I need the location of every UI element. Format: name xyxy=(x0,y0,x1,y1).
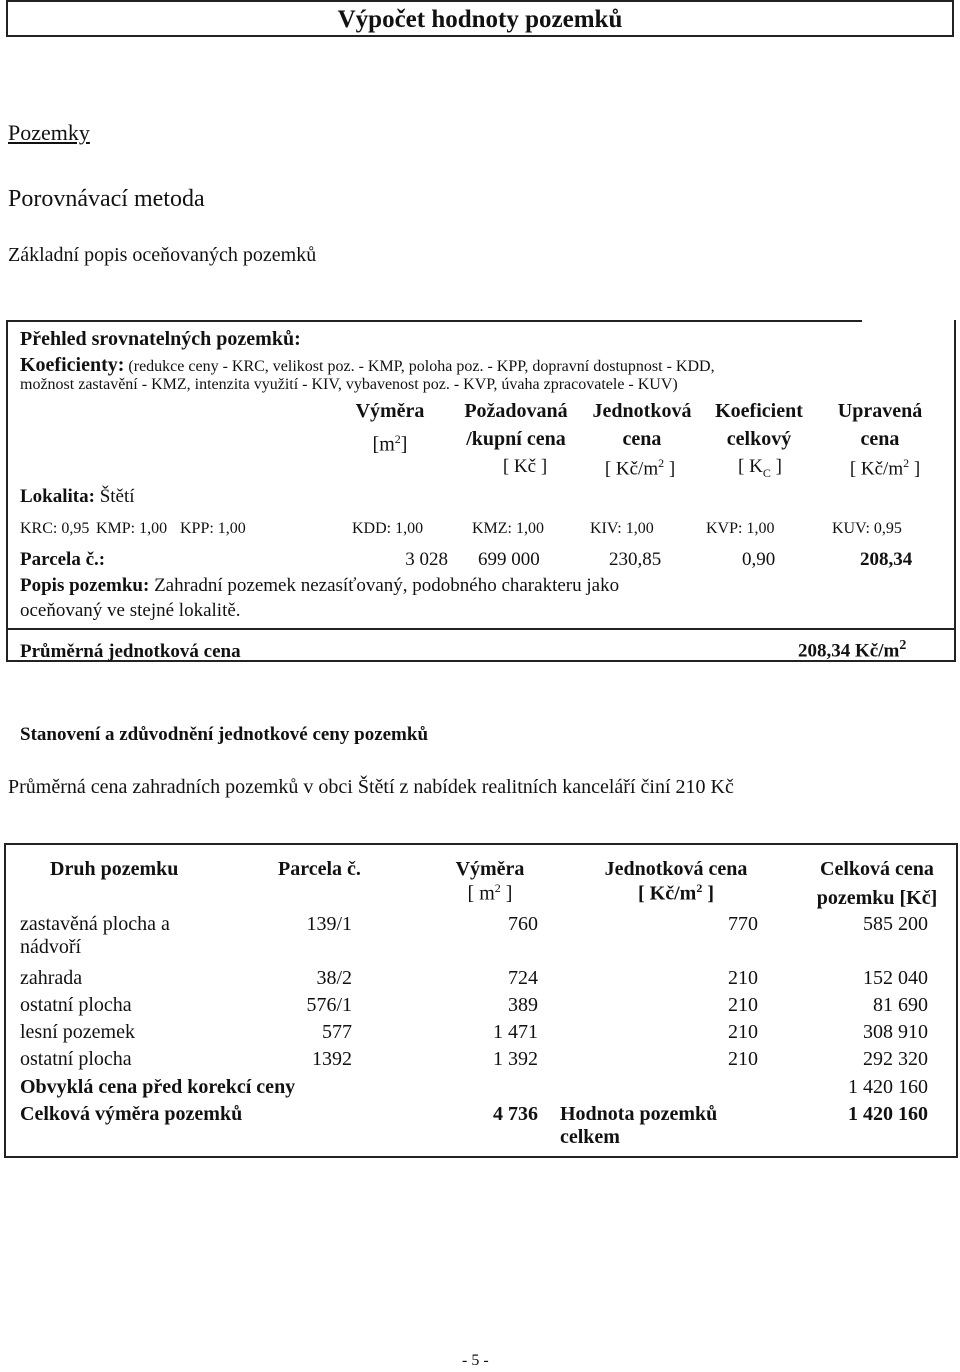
table-cell: 308 910 xyxy=(863,1021,928,1043)
hodnota-pozemku-label: Hodnota pozemků celkem xyxy=(560,1103,718,1148)
unit-upravena: [ $Kč/m^2$ ] xyxy=(849,456,921,480)
page-title: Výpočet hodnoty pozemků xyxy=(6,0,954,37)
col-vymera: Výměra $[m^2]$ xyxy=(355,400,425,456)
table-cell: 81 690 xyxy=(873,994,928,1016)
th-celkova: Celková cena pozemku [Kč] xyxy=(816,858,938,909)
table-cell: 1 392 xyxy=(493,1048,538,1070)
parcela-cena: 699 000 xyxy=(478,549,540,570)
parcela-label: Parcela č.: xyxy=(20,549,106,570)
table-cell: 152 040 xyxy=(863,967,928,989)
page-number: - 5 - xyxy=(462,1352,489,1369)
stanoveni-heading: Stanovení a zdůvodnění jednotkové ceny pozemků xyxy=(20,724,429,745)
th-vymera: Výměra [ $m^2$ ] xyxy=(455,858,525,905)
coef-kpp: KPP: 1,00 xyxy=(180,520,246,537)
th-jednotkova: Jednotková cena [ $Kč/m^2$ ] xyxy=(604,858,748,905)
th-parcela: Parcela č. xyxy=(278,858,361,880)
list-item: zahrada xyxy=(20,967,83,989)
coef-kvp: KVP: 1,00 xyxy=(706,520,775,537)
section-zakladni-popis: Základní popis oceňovaných pozemků xyxy=(8,244,317,266)
col-upravena: Upravená cena xyxy=(837,400,923,450)
unit-kc-coef: [ $K_C$ ] xyxy=(738,456,782,480)
parcela-jedn: 230,85 xyxy=(609,549,662,570)
unit-kc: [ Kč ] xyxy=(502,456,548,477)
table-cell: 1 471 xyxy=(493,1021,538,1043)
table-cell: 577 xyxy=(322,1021,352,1043)
col-pozadovana: Požadovaná /kupní cena xyxy=(464,400,568,450)
obvykla-cena-value: 1 420 160 xyxy=(848,1076,928,1098)
popis-text-2: oceňovaný ve stejné lokalitě. xyxy=(20,600,241,621)
section-porovnavaci-metoda: Porovnávací metoda xyxy=(8,186,205,212)
divider xyxy=(6,320,862,322)
obvykla-cena-label: Obvyklá cena před korekcí ceny xyxy=(20,1076,296,1098)
table-cell: 38/2 xyxy=(316,967,352,989)
table-cell: 210 xyxy=(728,1021,758,1043)
section-pozemky: Pozemky xyxy=(8,120,90,145)
divider xyxy=(6,628,956,630)
koef-text-2: možnost zastavění - KMZ, intenzita využití - KIV, vybavenost poz. - KVP, úvaha zpracovatele - KUV) xyxy=(20,376,678,393)
hodnota-pozemku-value: 1 420 160 xyxy=(848,1103,928,1125)
table-cell: 585 200 xyxy=(863,913,928,935)
table-cell: 210 xyxy=(728,994,758,1016)
coef-kiv: KIV: 1,00 xyxy=(590,520,654,537)
table-cell: 1392 xyxy=(312,1048,352,1070)
table-cell: 139/1 xyxy=(306,913,352,935)
celkova-vymera-label: Celková výměra pozemků xyxy=(20,1103,243,1125)
coef-kmp: KMP: 1,00 xyxy=(96,520,168,537)
prumerna-value: 208,34 $Kč/m^2$ xyxy=(798,638,907,662)
table-cell: 292 320 xyxy=(863,1048,928,1070)
celkova-vymera-value: 4 736 xyxy=(493,1103,538,1125)
list-item: lesní pozemek xyxy=(20,1021,135,1043)
lokalita: Lokalita: Štětí xyxy=(20,486,135,507)
table-cell: 210 xyxy=(728,967,758,989)
table-cell: 770 xyxy=(728,913,758,935)
col-jednotkova: Jednotková cena xyxy=(592,400,692,450)
coef-kdd: KDD: 1,00 xyxy=(352,520,424,537)
table-cell: 760 xyxy=(508,913,538,935)
popis-pozemku: Popis pozemku: Zahradní pozemek nezasíťovaný, podobného charakteru jako xyxy=(20,575,620,596)
koef-text-1: (redukce ceny - KRC, velikost poz. - KMP, poloha poz. - KPP, dopravní dostupnost - KDD, xyxy=(128,358,715,375)
list-item: zastavěná plocha a nádvoří xyxy=(20,913,170,958)
th-druh: Druh pozemku xyxy=(50,858,179,880)
parcela-upravena: 208,34 xyxy=(860,549,913,570)
coef-kmz: KMZ: 1,00 xyxy=(472,520,544,537)
table-cell: 724 xyxy=(508,967,538,989)
parcela-vymera: 3 028 xyxy=(405,549,448,570)
prumerna-label: Průměrná jednotková cena xyxy=(20,641,241,662)
table-cell: 576/1 xyxy=(306,994,352,1016)
table-cell: 210 xyxy=(728,1048,758,1070)
koef-label: Koeficienty: xyxy=(20,354,125,376)
stanoveni-text: Průměrná cena zahradních pozemků v obci Štětí z nabídek realitních kanceláří činí 210 Kč xyxy=(8,776,734,798)
list-item: ostatní plocha xyxy=(20,1048,132,1070)
col-koeficient: Koeficient celkový xyxy=(715,400,803,450)
parcela-koef: 0,90 xyxy=(742,549,776,570)
list-item: ostatní plocha xyxy=(20,994,132,1016)
coef-krc: KRC: 0,95 xyxy=(20,520,90,537)
coef-kuv: KUV: 0,95 xyxy=(832,520,902,537)
prehled-heading: Přehled srovnatelných pozemků: xyxy=(20,328,301,350)
table-cell: 389 xyxy=(508,994,538,1016)
unit-kc-m2: [ $Kč/m^2$ ] xyxy=(604,456,676,480)
